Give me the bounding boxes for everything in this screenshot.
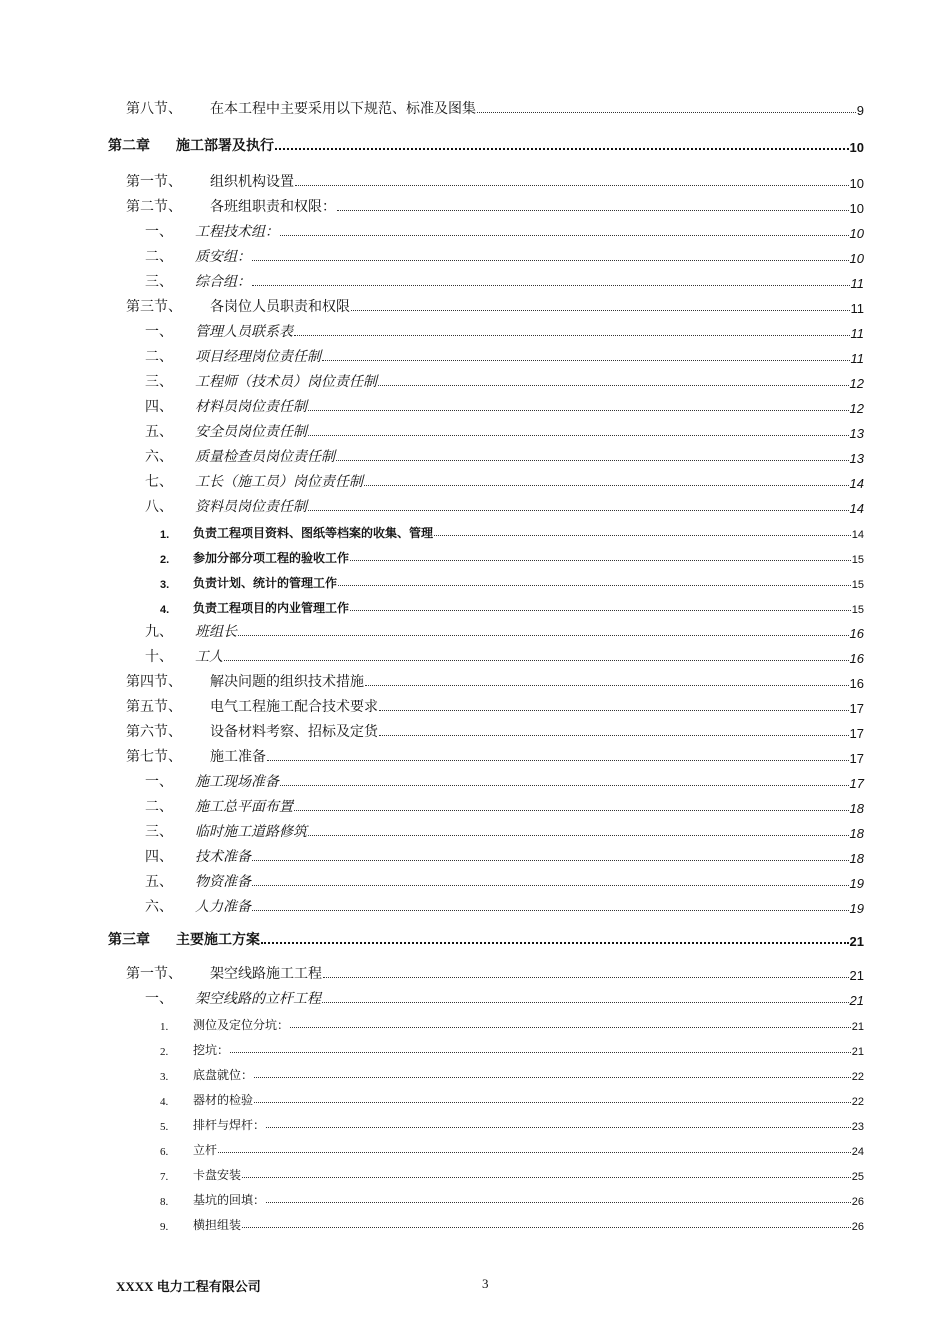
toc-entry-page-number: 13 xyxy=(849,426,864,441)
toc-entry-number: 8. xyxy=(160,1196,169,1208)
toc-section-entry[interactable] xyxy=(126,296,864,316)
toc-entry[interactable] xyxy=(145,896,864,916)
toc-entry[interactable] xyxy=(160,521,864,541)
toc-entry-page-number: 17 xyxy=(849,776,864,791)
toc-entry-number: 2. xyxy=(160,554,170,566)
toc-entry-number: 三、 xyxy=(145,374,173,390)
toc-entry-number: 第二节、 xyxy=(126,199,182,215)
toc-entry-number: 一、 xyxy=(145,774,173,790)
toc-entry-page-number: 12 xyxy=(849,376,864,391)
toc-entry[interactable] xyxy=(145,621,864,641)
toc-entry-page-number: 25 xyxy=(851,1171,864,1183)
toc-entry-title: 工长（施工员）岗位责任制 xyxy=(195,474,363,490)
toc-dot-leader xyxy=(364,484,849,486)
toc-dot-leader xyxy=(254,1101,851,1103)
toc-entry-number: 三、 xyxy=(145,824,173,840)
toc-entry-title: 施工总平面布置 xyxy=(195,799,293,815)
toc-entry-title: 各岗位人员职责和权限 xyxy=(210,299,350,315)
toc-dot-leader xyxy=(322,1001,849,1003)
toc-entry-number: 三、 xyxy=(145,274,173,290)
toc-dot-leader xyxy=(266,1126,851,1128)
toc-entry-title: 立杆 xyxy=(193,1143,218,1157)
toc-section-entry[interactable] xyxy=(126,196,864,216)
toc-entry-title: 架空线路施工工程 xyxy=(210,966,322,982)
toc-dot-leader xyxy=(238,634,849,636)
toc-entry-number: 1. xyxy=(160,529,170,541)
toc-entry[interactable] xyxy=(160,546,864,566)
toc-entry-page-number: 18 xyxy=(849,826,864,841)
toc-entry-page-number: 11 xyxy=(850,351,864,366)
toc-dot-leader xyxy=(252,909,849,911)
toc-entry[interactable] xyxy=(160,1138,864,1158)
toc-entry-title: 解决问题的组织技术措施 xyxy=(210,674,364,690)
toc-entry-number: 3. xyxy=(160,1071,169,1083)
toc-entry-title: 负责计划、统计的管理工作 xyxy=(193,576,338,590)
toc-entry-page-number: 26 xyxy=(851,1221,864,1233)
toc-entry-title: 施工现场准备 xyxy=(195,774,279,790)
toc-entry-number: 六、 xyxy=(145,449,173,465)
toc-entry-number: 4. xyxy=(160,604,170,616)
footer-company-name: XXXX 电力工程有限公司 xyxy=(116,1279,261,1294)
toc-entry-number: 一、 xyxy=(145,324,173,340)
toc-entry-title: 排杆与焊杆： xyxy=(193,1118,266,1132)
toc-entry-page-number: 17 xyxy=(849,726,864,741)
toc-entry-title: 横担组装 xyxy=(193,1218,242,1232)
toc-entry-title: 在本工程中主要采用以下规范、标准及图集 xyxy=(210,101,476,117)
toc-entry[interactable] xyxy=(145,371,864,391)
toc-entry-page-number: 11 xyxy=(850,276,864,291)
toc-dot-leader xyxy=(252,284,850,286)
toc-entry-page-number: 26 xyxy=(851,1196,864,1208)
toc-chapter-entry[interactable] xyxy=(108,135,864,155)
toc-entry-page-number: 10 xyxy=(849,201,864,216)
toc-entry[interactable] xyxy=(160,1088,864,1108)
toc-dot-leader xyxy=(434,534,851,536)
toc-entry[interactable] xyxy=(145,346,864,366)
toc-dot-leader xyxy=(338,584,851,586)
toc-entry-page-number: 15 xyxy=(851,554,864,566)
toc-dot-leader xyxy=(351,309,850,311)
toc-entry-number: 二、 xyxy=(145,799,173,815)
toc-entry-title: 组织机构设置 xyxy=(210,174,294,190)
toc-entry-page-number: 16 xyxy=(849,651,864,666)
toc-entry-number: 六、 xyxy=(145,899,173,915)
toc-entry-page-number: 17 xyxy=(849,701,864,716)
toc-dot-leader xyxy=(261,941,849,944)
toc-section-entry[interactable] xyxy=(126,696,864,716)
toc-entry-title: 主要施工方案 xyxy=(176,932,260,948)
toc-entry[interactable] xyxy=(145,871,864,891)
toc-entry-title: 底盘就位： xyxy=(193,1068,254,1082)
toc-entry-number: 4. xyxy=(160,1096,169,1108)
toc-entry-title: 负责工程项目资料、图纸等档案的收集、管理 xyxy=(193,526,434,540)
toc-entry-page-number: 18 xyxy=(849,851,864,866)
toc-entry-number: 9. xyxy=(160,1221,169,1233)
toc-entry-page-number: 22 xyxy=(851,1096,864,1108)
toc-entry-number: 第四节、 xyxy=(126,674,182,690)
toc-section-entry[interactable] xyxy=(126,746,864,766)
toc-dot-leader xyxy=(365,684,849,686)
toc-entry-title: 质安组： xyxy=(195,249,251,265)
toc-entry-number: 7. xyxy=(160,1171,169,1183)
toc-entry-title: 卡盘安装 xyxy=(193,1168,242,1182)
toc-entry-title: 架空线路的立杆工程 xyxy=(195,991,321,1007)
toc-dot-leader xyxy=(308,834,849,836)
toc-dot-leader xyxy=(379,734,849,736)
toc-entry-page-number: 14 xyxy=(849,501,864,516)
toc-entry[interactable] xyxy=(160,596,864,616)
toc-entry-title: 施工部署及执行 xyxy=(176,138,274,154)
toc-entry-page-number: 24 xyxy=(851,1146,864,1158)
toc-section-entry[interactable] xyxy=(126,963,864,983)
toc-entry-page-number: 16 xyxy=(849,676,864,691)
toc-entry-page-number: 10 xyxy=(849,176,864,191)
toc-entry[interactable] xyxy=(160,1188,864,1208)
toc-entry-title: 挖坑： xyxy=(193,1043,230,1057)
toc-entry-page-number: 10 xyxy=(849,251,864,266)
toc-section-entry[interactable] xyxy=(126,671,864,691)
toc-entry-title: 电气工程施工配合技术要求 xyxy=(210,699,378,715)
toc-dot-leader xyxy=(308,434,849,436)
toc-entry-number: 6. xyxy=(160,1146,169,1158)
toc-entry[interactable] xyxy=(160,1213,864,1233)
toc-dot-leader xyxy=(224,659,849,661)
toc-entry-title: 测位及定位分坑： xyxy=(193,1018,290,1032)
toc-dot-leader xyxy=(350,559,851,561)
toc-entry-page-number: 10 xyxy=(849,226,864,241)
toc-entry-number: 第五节、 xyxy=(126,699,182,715)
toc-entry-page-number: 15 xyxy=(851,604,864,616)
toc-entry-page-number: 18 xyxy=(849,801,864,816)
toc-dot-leader xyxy=(294,334,850,336)
toc-entry-title: 工程师（技术员）岗位责任制 xyxy=(195,374,377,390)
toc-entry[interactable] xyxy=(160,1113,864,1133)
toc-entry-number: 第二章 xyxy=(108,138,150,154)
toc-entry-title: 资料员岗位责任制 xyxy=(195,499,307,515)
toc-entry-title: 工人 xyxy=(195,649,223,665)
toc-entry[interactable] xyxy=(145,221,864,241)
toc-entry-title: 材料员岗位责任制 xyxy=(195,399,307,415)
toc-entry-title: 负责工程项目的内业管理工作 xyxy=(193,601,350,615)
toc-entry-number: 十、 xyxy=(145,649,173,665)
toc-entry-number: 第三节、 xyxy=(126,299,182,315)
toc-entry-title: 综合组： xyxy=(195,274,251,290)
toc-entry[interactable] xyxy=(145,771,864,791)
toc-dot-leader xyxy=(267,759,849,761)
toc-entry-page-number: 21 xyxy=(849,934,864,949)
toc-entry-number: 3. xyxy=(160,579,170,591)
toc-dot-leader xyxy=(336,459,849,461)
toc-entry-number: 二、 xyxy=(145,349,173,365)
toc-entry-number: 1. xyxy=(160,1021,169,1033)
toc-dot-leader xyxy=(275,147,849,150)
toc-entry-title: 基坑的回填： xyxy=(193,1193,266,1207)
toc-entry-title: 临时施工道路修筑 xyxy=(195,824,307,840)
toc-entry-number: 2. xyxy=(160,1046,169,1058)
toc-entry-number: 四、 xyxy=(145,849,173,865)
toc-entry-number: 第七节、 xyxy=(126,749,182,765)
toc-entry[interactable] xyxy=(145,396,864,416)
toc-dot-leader xyxy=(350,609,851,611)
toc-dot-leader xyxy=(280,234,849,236)
toc-entry-number: 五、 xyxy=(145,874,173,890)
toc-entry-page-number: 14 xyxy=(849,476,864,491)
toc-section-entry[interactable] xyxy=(126,171,864,191)
toc-entry[interactable] xyxy=(145,271,864,291)
toc-entry-title: 技术准备 xyxy=(195,849,251,865)
toc-entry-number: 八、 xyxy=(145,499,173,515)
toc-dot-leader xyxy=(379,709,849,711)
toc-dot-leader xyxy=(294,809,849,811)
toc-entry-title: 物资准备 xyxy=(195,874,251,890)
toc-entry-title: 安全员岗位责任制 xyxy=(195,424,307,440)
toc-entry-number: 七、 xyxy=(145,474,173,490)
toc-entry-page-number: 21 xyxy=(851,1021,864,1033)
toc-entry-page-number: 9 xyxy=(856,103,864,118)
toc-entry[interactable] xyxy=(145,796,864,816)
toc-entry-title: 管理人员联系表 xyxy=(195,324,293,340)
toc-entry[interactable] xyxy=(145,421,864,441)
toc-entry-title: 班组长 xyxy=(195,624,237,640)
toc-entry[interactable] xyxy=(160,571,864,591)
toc-dot-leader xyxy=(290,1026,851,1028)
toc-entry[interactable] xyxy=(160,1038,864,1058)
toc-entry[interactable] xyxy=(145,321,864,341)
toc-dot-leader xyxy=(252,884,849,886)
toc-dot-leader xyxy=(295,184,849,186)
toc-dot-leader xyxy=(254,1076,851,1078)
toc-entry-number: 第六节、 xyxy=(126,724,182,740)
toc-entry-page-number: 21 xyxy=(851,1046,864,1058)
toc-section-entry[interactable] xyxy=(126,721,864,741)
toc-entry-title: 人力准备 xyxy=(195,899,251,915)
toc-entry-page-number: 13 xyxy=(849,451,864,466)
toc-entry-page-number: 22 xyxy=(851,1071,864,1083)
toc-entry[interactable] xyxy=(145,646,864,666)
toc-dot-leader xyxy=(252,859,849,861)
toc-entry-page-number: 10 xyxy=(849,140,864,155)
toc-dot-leader xyxy=(477,111,856,113)
toc-entry-number: 第一节、 xyxy=(126,966,182,982)
toc-dot-leader xyxy=(218,1151,851,1153)
toc-entry-number: 五、 xyxy=(145,424,173,440)
footer-page-number: 3 xyxy=(482,1276,489,1291)
toc-entry-number: 第八节、 xyxy=(126,101,182,117)
toc-entry-title: 工程技术组： xyxy=(195,224,279,240)
toc-entry-page-number: 15 xyxy=(851,579,864,591)
toc-entry[interactable] xyxy=(145,496,864,516)
toc-dot-leader xyxy=(322,359,850,361)
toc-entry-number: 九、 xyxy=(145,624,173,640)
toc-entry[interactable] xyxy=(145,821,864,841)
toc-dot-leader xyxy=(252,259,849,261)
toc-entry-title: 参加分部分项工程的验收工作 xyxy=(193,551,350,565)
toc-entry[interactable] xyxy=(145,988,864,1008)
toc-dot-leader xyxy=(242,1226,851,1228)
toc-entry-number: 一、 xyxy=(145,224,173,240)
toc-chapter-entry[interactable] xyxy=(108,929,864,949)
toc-entry-title: 质量检查员岗位责任制 xyxy=(195,449,335,465)
toc-dot-leader xyxy=(308,509,849,511)
toc-entry[interactable] xyxy=(145,471,864,491)
toc-entry-page-number: 23 xyxy=(851,1121,864,1133)
toc-dot-leader xyxy=(378,384,849,386)
toc-entry-page-number: 14 xyxy=(851,529,864,541)
toc-dot-leader xyxy=(230,1051,851,1053)
toc-entry-page-number: 12 xyxy=(849,401,864,416)
toc-section-entry[interactable] xyxy=(126,98,864,118)
toc-dot-leader xyxy=(266,1201,851,1203)
toc-entry-number: 第一节、 xyxy=(126,174,182,190)
toc-entry-page-number: 21 xyxy=(849,993,864,1008)
toc-dot-leader xyxy=(323,976,849,978)
toc-entry[interactable] xyxy=(160,1163,864,1183)
toc-entry-number: 一、 xyxy=(145,991,173,1007)
toc-entry[interactable] xyxy=(145,446,864,466)
toc-entry[interactable] xyxy=(145,246,864,266)
toc-entry-page-number: 16 xyxy=(849,626,864,641)
toc-entry-title: 设备材料考察、招标及定货 xyxy=(210,724,378,740)
toc-dot-leader xyxy=(337,209,849,211)
toc-entry-number: 四、 xyxy=(145,399,173,415)
toc-entry-number: 二、 xyxy=(145,249,173,265)
toc-entry-title: 各班组职责和权限： xyxy=(210,199,336,215)
toc-entry-number: 第三章 xyxy=(108,932,150,948)
toc-entry-number: 5. xyxy=(160,1121,169,1133)
toc-dot-leader xyxy=(308,409,849,411)
toc-entry-title: 施工准备 xyxy=(210,749,266,765)
toc-entry[interactable] xyxy=(145,846,864,866)
toc-entry-page-number: 21 xyxy=(849,968,864,983)
toc-dot-leader xyxy=(242,1176,851,1178)
toc-entry-page-number: 19 xyxy=(849,876,864,891)
toc-dot-leader xyxy=(280,784,849,786)
toc-entry-page-number: 19 xyxy=(849,901,864,916)
toc-entry[interactable] xyxy=(160,1013,864,1033)
toc-entry-title: 器材的检验 xyxy=(193,1093,254,1107)
toc-entry[interactable] xyxy=(160,1063,864,1083)
toc-entry-page-number: 11 xyxy=(850,326,864,341)
toc-entry-page-number: 11 xyxy=(850,301,864,316)
toc-entry-page-number: 17 xyxy=(849,751,864,766)
toc-entry-title: 项目经理岗位责任制 xyxy=(195,349,321,365)
